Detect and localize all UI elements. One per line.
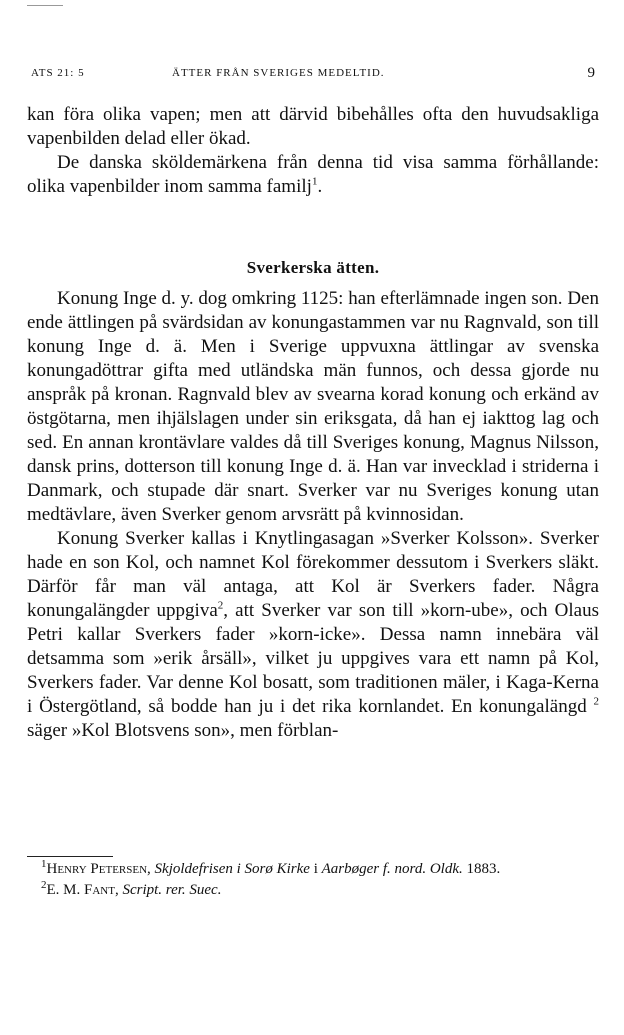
intro-paragraph-1: kan föra olika vapen; men att därvid bibehålles ofta den huvudsakliga vapenbilden delad eller ökad. xyxy=(27,104,599,149)
footnote-1 xyxy=(27,859,599,880)
section-heading: Sverkerska ätten. xyxy=(246,258,380,277)
footnote-2-mark: 2 xyxy=(41,879,47,891)
footnote-ref-2-second: 2 xyxy=(593,695,600,708)
running-title: ÄTTER FRÅN SVERIGES MEDELTID. xyxy=(172,67,385,79)
top-edge-rule xyxy=(27,5,63,6)
footnote-ref-2: 2 xyxy=(217,599,224,612)
book-page xyxy=(27,0,601,1035)
footnote-1-in: i xyxy=(309,861,322,877)
main-paragraph-2-part-c: säger »Kol Blotsvens son», men förblan- xyxy=(27,720,339,741)
page-number: 9 xyxy=(587,65,595,81)
intro-paragraph-2-text: De danska sköldemärkena från denna tid visa samma förhållande: olika vapenbilder inom samma familj xyxy=(27,152,599,197)
footnote-ref-1: 1 xyxy=(311,175,318,188)
footnote-2-separator: , xyxy=(114,882,123,898)
main-text xyxy=(27,287,599,743)
main-paragraph-2 xyxy=(27,527,599,743)
running-header xyxy=(27,67,599,83)
main-paragraph-2-part-b: , att Sverker var son till »korn-ube», och Olaus Petri kallar Sverkers fader »korn-icke». Dessa namn innebära väl detsamma som »erik årsäll», vilket ju uppgives vara ett namn på Kol, Sverkers fader. Var denne Kol bosatt, som traditionen mäler, i Kaga-Kerna i Östergötland, så bodde han ju i det rika kornlandet. En konungalängd xyxy=(27,600,599,717)
intro-paragraph-2 xyxy=(27,151,599,199)
printer-signature: ATS 21: 5 xyxy=(31,67,85,79)
intro-text xyxy=(27,103,599,199)
main-paragraph-1: Konung Inge d. y. dog omkring 1125: han efterlämnade ingen son. Den ende ättlingen på svärdsidan av konungastammen var nu Ragnvald, son till konung Inge d. ä. Men i Sverige uppvuxna ättlingar av svenska konungadöttrar gifta med utländska män funnos, och dessa gjorde nu anspråk på kronan. Ragnvald blev av svearna korad konung och erkänd av östgötarna, men ihjälslagen under sin eriksgata, då han ej iakttog lag och sed. En annan krontävlare valdes då till Sveriges konung, Magnus Nilsson, dansk prins, dotterson till konung Inge d. ä. Han var invecklad i striderna i Danmark, och stupade där snart. Sverker var nu Sveriges konung utan medtävlare, även Sverker genom arvsrätt på kvinnosidan. xyxy=(27,288,599,525)
footnote-1-separator: , xyxy=(147,861,155,877)
footnote-1-author: Henry Petersen xyxy=(46,861,148,877)
main-paragraph-2-part-a: Konung Sverker kallas i Knytlingasagan »Sverker Kolsson». Sverker hade en son Kol, och namnet Kol förekommer dessutom i Sverkers släkt. Därför får man väl antaga, att Kol är Sverkers fader. Några konungalängder uppgiva xyxy=(27,528,599,621)
footnote-2-author: Fant xyxy=(84,882,115,898)
footnotes xyxy=(27,859,599,901)
footnote-2 xyxy=(27,880,599,901)
intro-paragraph-2-end: . xyxy=(317,176,323,197)
footnote-rule xyxy=(27,856,113,857)
footnote-1-year: 1883. xyxy=(462,861,501,877)
footnote-2-title: Script. rer. Suec. xyxy=(122,882,222,898)
footnote-1-title: Skjoldefrisen i Sorø Kirke xyxy=(154,861,310,877)
footnote-1-journal: Aarbøger f. nord. Oldk. xyxy=(321,861,463,877)
footnote-1-mark: 1 xyxy=(41,858,47,870)
footnote-2-initials: E. M. xyxy=(46,882,84,898)
